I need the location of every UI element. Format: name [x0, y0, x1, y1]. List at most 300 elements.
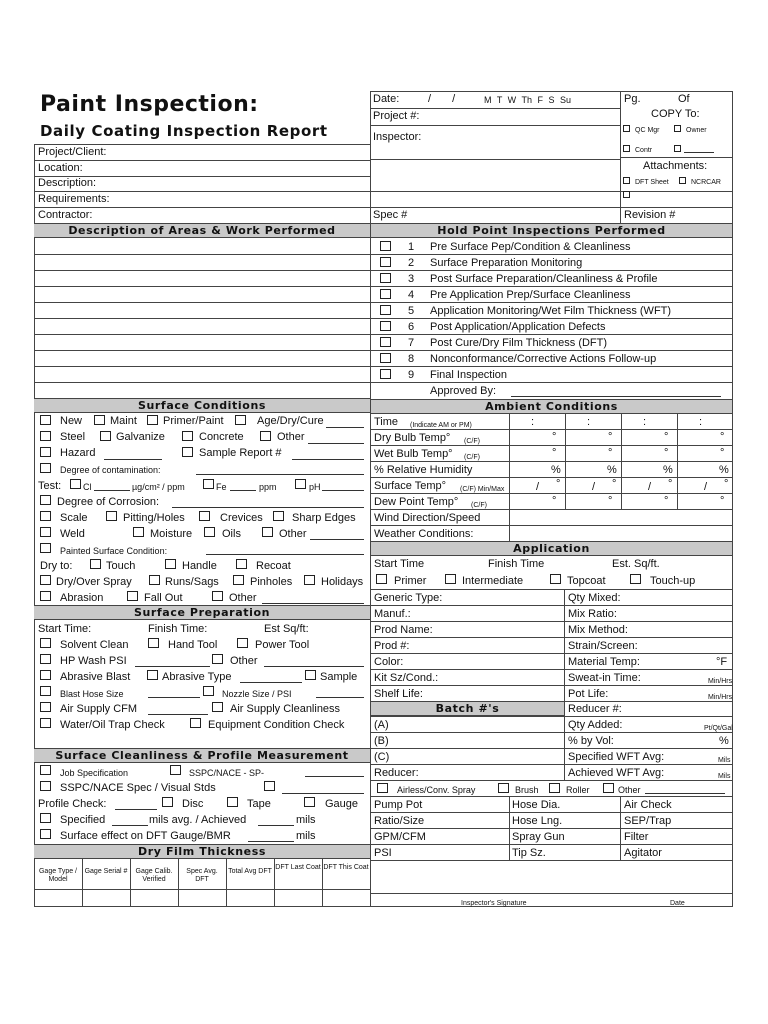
water-oil-trap-checkbox[interactable]: [40, 718, 51, 728]
visual-other-checkbox[interactable]: [264, 781, 275, 791]
dew-point-degree: °: [552, 495, 557, 507]
specified-wft-label: Specified WFT Avg:: [568, 751, 665, 763]
holidays-label: Holidays: [321, 576, 364, 588]
wet-bulb-degree: °: [552, 447, 557, 459]
abrasive-blast-checkbox[interactable]: [40, 670, 51, 680]
kit-size-label: Kit Sz/Cond.:: [374, 672, 439, 684]
dry-overspray-label: Dry/Over Spray: [56, 576, 132, 588]
time-colon: :: [643, 416, 647, 428]
surface-temp-label: Surface Temp°: [374, 480, 447, 492]
job-spec-label: Job Specification: [60, 768, 129, 778]
dry-bulb-label: Dry Bulb Temp°: [374, 432, 451, 444]
hold-point-number: 7: [408, 337, 415, 349]
other-prep-checkbox[interactable]: [212, 654, 223, 664]
dft-column-header: Spec Avg. DFT: [186, 868, 218, 883]
date-separators: / /: [428, 93, 456, 105]
abrasive-blast-label: Abrasive Blast: [60, 671, 131, 683]
cl-checkbox[interactable]: [70, 479, 81, 489]
hold-point-label: Surface Preparation Monitoring: [430, 257, 583, 269]
job-spec-checkbox[interactable]: [40, 765, 51, 775]
weather-label: Weather Conditions:: [374, 528, 474, 540]
qty-added-unit: Pt/Qt/Gal: [704, 725, 733, 732]
nozzle-size-label: Nozzle Size / PSI: [222, 689, 292, 699]
touch-up-label: Touch-up: [650, 575, 696, 587]
filter-label: Filter: [624, 831, 649, 843]
wind-label: Wind Direction/Speed: [374, 512, 481, 524]
topcoat-checkbox[interactable]: [550, 574, 561, 584]
prod-number-label: Prod #:: [374, 640, 410, 652]
abrasive-type-checkbox[interactable]: [147, 670, 158, 680]
abrasion-checkbox[interactable]: [40, 591, 51, 601]
roller-checkbox[interactable]: [549, 783, 560, 793]
hold-point-checkbox[interactable]: [380, 273, 391, 283]
page-title: Paint Inspection:: [40, 92, 259, 117]
surface-prep-heading: Surface Preparation: [34, 605, 370, 620]
other-prep-label: Other: [230, 655, 258, 667]
solvent-clean-label: Solvent Clean: [60, 639, 129, 651]
cl-label: Cl: [83, 482, 92, 492]
mix-ratio-label: Mix Ratio:: [568, 608, 617, 620]
ph-checkbox[interactable]: [295, 479, 306, 489]
sweat-in-label: Sweat-in Time:: [568, 672, 641, 684]
dft-heading: Dry Film Thickness: [34, 844, 370, 859]
copy-owner-checkbox[interactable]: [674, 125, 681, 132]
wet-bulb-label: Wet Bulb Temp°: [374, 448, 453, 460]
hand-tool-label: Hand Tool: [168, 639, 218, 651]
air-supply-clean-label: Air Supply Cleanliness: [230, 703, 341, 715]
hold-point-number: 4: [408, 289, 415, 301]
hold-point-checkbox[interactable]: [380, 369, 391, 379]
surface-temp-degree: °: [668, 478, 673, 490]
surface-temp-degree: °: [556, 478, 561, 490]
dft-column-header: Gage Serial #: [84, 868, 128, 875]
hold-point-checkbox[interactable]: [380, 257, 391, 267]
prep-finish-time-label: Finish Time:: [148, 623, 208, 635]
equip-condition-label: Equipment Condition Check: [208, 719, 345, 731]
surface-temp-unit: (C/F) Min/Max: [460, 486, 505, 493]
recoat-checkbox[interactable]: [236, 559, 247, 569]
hold-point-number: 6: [408, 321, 415, 333]
ph-label: pH: [309, 482, 321, 492]
dry-bulb-degree: °: [720, 431, 725, 443]
tape-checkbox[interactable]: [227, 797, 238, 807]
surface-temp-degree: °: [724, 478, 729, 490]
dry-bulb-degree: °: [608, 431, 613, 443]
spec-label: Spec #: [373, 209, 408, 221]
specified-checkbox[interactable]: [40, 813, 51, 823]
oils-checkbox[interactable]: [204, 527, 215, 537]
painted-surface-checkbox[interactable]: [40, 543, 51, 553]
air-supply-cfm-checkbox[interactable]: [40, 702, 51, 712]
spray-gun-label: Spray Gun: [512, 831, 565, 843]
hold-point-item[interactable]: [370, 303, 732, 319]
surface-effect-label: Surface effect on DFT Gauge/BMR: [60, 830, 231, 842]
sspc-visual-checkbox[interactable]: [40, 781, 51, 791]
galvanize-checkbox[interactable]: [100, 431, 111, 441]
prep-start-time-label: Start Time:: [38, 623, 92, 635]
hold-point-label: Post Surface Preparation/Cleanliness & Profile: [430, 273, 658, 285]
rh-percent: %: [551, 464, 561, 476]
hold-point-label: Post Application/Application Defects: [430, 321, 606, 333]
touch-checkbox[interactable]: [90, 559, 101, 569]
weekday-options[interactable]: M T W Th F S Su: [484, 95, 572, 105]
specified-label: Specified: [60, 814, 106, 826]
hold-point-item[interactable]: [370, 271, 732, 287]
dry-overspray-checkbox[interactable]: [40, 575, 51, 585]
airless-checkbox[interactable]: [377, 783, 388, 793]
qty-added-label: Qty Added:: [568, 719, 623, 731]
page-label: Pg.: [624, 93, 641, 105]
hold-point-item[interactable]: [370, 255, 732, 271]
surface-temp-slash: /: [592, 481, 596, 493]
maint-checkbox[interactable]: [94, 415, 105, 425]
other-surface-label: Other: [277, 431, 305, 443]
weld-checkbox[interactable]: [40, 527, 51, 537]
deg-f-label: °F: [716, 656, 728, 668]
other-defect-checkbox[interactable]: [262, 527, 273, 537]
inspector-label: Inspector:: [373, 131, 422, 143]
concrete-checkbox[interactable]: [182, 431, 193, 441]
copy-other-checkbox[interactable]: [674, 145, 681, 152]
sharp-edges-label: Sharp Edges: [292, 512, 356, 524]
signature-date-label: Date: [670, 900, 685, 907]
blast-hose-label: Blast Hose Size: [60, 689, 124, 699]
wet-bulb-degree: °: [608, 447, 613, 459]
reducer-number-label: Reducer #:: [568, 703, 622, 715]
batch-heading: Batch #'s: [371, 701, 564, 716]
air-supply-clean-checkbox[interactable]: [212, 702, 223, 712]
other-surface-checkbox[interactable]: [260, 431, 271, 441]
pinholes-label: Pinholes: [250, 576, 293, 588]
primer-checkbox[interactable]: [376, 574, 387, 584]
hold-point-number: 1: [408, 241, 415, 253]
hp-wash-label: HP Wash PSI: [60, 655, 127, 667]
prod-name-label: Prod Name:: [374, 624, 433, 636]
power-tool-label: Power Tool: [255, 639, 310, 651]
hold-point-number: 3: [408, 273, 415, 285]
air-supply-cfm-label: Air Supply CFM: [60, 703, 138, 715]
dew-point-degree: °: [664, 495, 669, 507]
generic-type-label: Generic Type:: [374, 592, 443, 604]
degree-corrosion-checkbox[interactable]: [40, 495, 51, 505]
fe-label: Fe: [216, 482, 227, 492]
date-label: Date:: [373, 93, 400, 105]
touch-label: Touch: [106, 560, 136, 572]
hold-point-item[interactable]: [370, 239, 732, 255]
steel-label: Steel: [60, 431, 86, 443]
hold-point-item[interactable]: [370, 335, 732, 351]
scale-checkbox[interactable]: [40, 511, 51, 521]
time-colon: :: [531, 416, 535, 428]
power-tool-checkbox[interactable]: [237, 638, 248, 648]
app-est-sqft-label: Est. Sq/ft.: [612, 558, 660, 570]
ambient-heading: Ambient Conditions: [371, 399, 732, 414]
copy-qc-checkbox[interactable]: [623, 125, 630, 132]
pct-by-vol-unit: %: [719, 735, 729, 747]
runs-sags-checkbox[interactable]: [149, 575, 160, 585]
new-checkbox[interactable]: [40, 415, 51, 425]
attachments-label: Attachments:: [643, 160, 708, 172]
sample-label: Sample: [320, 671, 358, 683]
pct-by-vol-label: % by Vol:: [568, 735, 614, 747]
project-number-label: Project #:: [373, 110, 420, 122]
pitting-label: Pitting/Holes: [123, 512, 185, 524]
steel-checkbox[interactable]: [40, 431, 51, 441]
time-colon: :: [587, 416, 591, 428]
copy-owner-label: Owner: [686, 127, 707, 134]
other-finish-label: Other: [229, 592, 257, 604]
sweat-in-unit: Min/Hrs: [708, 678, 733, 685]
intermediate-label: Intermediate: [462, 575, 524, 587]
dft-column-header: DFT This Coat: [323, 864, 369, 871]
hold-point-checkbox[interactable]: [380, 337, 391, 347]
location-label: Location:: [38, 162, 83, 174]
hold-point-label: Pre Application Prep/Surface Cleanliness: [430, 289, 631, 301]
degree-contamination-label: Degree of contamination:: [60, 465, 161, 475]
hold-point-label: Nonconformance/Corrective Actions Follow-up: [430, 353, 657, 365]
pump-pot-label: Pump Pot: [374, 799, 423, 811]
of-label: Of: [678, 93, 690, 105]
mils-avg-label: mils avg. / Achieved: [149, 814, 247, 826]
hold-point-number: 9: [408, 369, 415, 381]
description-label: Description:: [38, 177, 97, 189]
sharp-edges-checkbox[interactable]: [273, 511, 284, 521]
contractor-label: Contractor:: [38, 209, 93, 221]
other-finish-checkbox[interactable]: [212, 591, 223, 601]
other-defect-label: Other: [279, 528, 307, 540]
handle-label: Handle: [182, 560, 217, 572]
time-note: (Indicate AM or PM): [410, 422, 472, 429]
mils-label: mils: [296, 814, 316, 826]
application-heading: Application: [371, 541, 732, 556]
wet-bulb-degree: °: [664, 447, 669, 459]
dft-column-header: Total Avg DFT: [228, 868, 272, 875]
primer-label: Primer: [394, 575, 427, 587]
hp-wash-checkbox[interactable]: [40, 654, 51, 664]
crevices-checkbox[interactable]: [199, 511, 210, 521]
hold-point-item[interactable]: [370, 287, 732, 303]
sample-report-checkbox[interactable]: [182, 447, 193, 457]
achieved-wft-unit: Mils: [718, 773, 731, 780]
nozzle-size-checkbox[interactable]: [203, 686, 214, 696]
dew-point-label: Dew Point Temp°: [374, 496, 459, 508]
ppm-label: ppm: [259, 482, 277, 492]
time-label: Time: [374, 416, 399, 428]
hold-point-checkbox[interactable]: [380, 305, 391, 315]
hold-point-label: Final Inspection: [430, 369, 508, 381]
ratio-size-label: Ratio/Size: [374, 815, 425, 827]
surface-temp-slash: /: [648, 481, 652, 493]
disc-checkbox[interactable]: [162, 797, 173, 807]
touch-up-checkbox[interactable]: [630, 574, 641, 584]
gauge-checkbox[interactable]: [304, 797, 315, 807]
agitator-label: Agitator: [624, 847, 662, 859]
test-label: Test:: [38, 480, 62, 492]
hold-point-number: 5: [408, 305, 415, 317]
rh-label: % Relative Humidity: [374, 464, 473, 476]
crevices-label: Crevices: [220, 512, 263, 524]
dft-column-header: Gage Type / Model: [38, 868, 77, 883]
copy-to-label: COPY To:: [651, 108, 700, 120]
abrasive-type-label: Abrasive Type: [162, 671, 232, 683]
air-check-label: Air Check: [624, 799, 672, 811]
galvanize-label: Galvanize: [116, 431, 165, 443]
gauge-label: Gauge: [325, 798, 359, 810]
runs-sags-label: Runs/Sags: [165, 576, 219, 588]
hold-point-item[interactable]: [370, 319, 732, 335]
mix-method-label: Mix Method:: [568, 624, 628, 636]
airless-label: Airless/Conv. Spray: [397, 785, 476, 795]
hold-point-checkbox[interactable]: [380, 321, 391, 331]
brush-label: Brush: [515, 785, 539, 795]
surface-temp-slash: /: [536, 481, 540, 493]
manuf-label: Manuf.:: [374, 608, 411, 620]
moisture-label: Moisture: [150, 528, 193, 540]
approved-by-label: Approved By:: [430, 385, 497, 397]
sspc-nace-checkbox[interactable]: [170, 765, 181, 775]
att-other-checkbox[interactable]: [623, 191, 630, 198]
qty-mixed-label: Qty Mixed:: [568, 592, 621, 604]
degree-corrosion-label: Degree of Corrosion:: [57, 496, 160, 508]
hold-point-number: 8: [408, 353, 415, 365]
material-temp-label: Material Temp:: [568, 656, 640, 668]
copy-contr-label: Contr: [635, 147, 653, 154]
hold-point-label: Application Monitoring/Wet Film Thickness (WFT): [430, 305, 672, 317]
att-ncr-label: NCRCAR: [691, 179, 721, 186]
att-ncr-checkbox[interactable]: [679, 177, 686, 184]
description-areas-heading: Description of Areas & Work Performed: [34, 223, 370, 238]
strain-screen-label: Strain/Screen:: [568, 640, 638, 652]
project-client-label: Project/Client:: [38, 146, 107, 158]
app-start-time-label: Start Time: [374, 558, 425, 570]
page-subtitle: Daily Coating Inspection Report: [40, 122, 328, 140]
hold-point-checkbox[interactable]: [380, 241, 391, 251]
hazard-label: Hazard: [60, 447, 96, 459]
fall-out-label: Fall Out: [144, 592, 183, 604]
disc-label: Disc: [182, 798, 204, 810]
primer-paint-checkbox[interactable]: [147, 415, 158, 425]
surface-effect-mils: mils: [296, 830, 316, 842]
dew-point-degree: °: [720, 495, 725, 507]
psi-label: PSI: [374, 847, 392, 859]
recoat-label: Recoat: [256, 560, 291, 572]
gpm-cfm-label: GPM/CFM: [374, 831, 426, 843]
requirements-label: Requirements:: [38, 193, 110, 205]
hold-point-item[interactable]: [370, 367, 732, 383]
dry-bulb-degree: °: [664, 431, 669, 443]
revision-label: Revision #: [624, 209, 676, 221]
hold-point-number: 2: [408, 257, 415, 269]
intermediate-checkbox[interactable]: [445, 574, 456, 584]
age-dry-cure-label: Age/Dry/Cure: [257, 415, 324, 427]
moisture-checkbox[interactable]: [133, 527, 144, 537]
maint-label: Maint: [110, 415, 137, 427]
sample-report-label: Sample Report #: [199, 447, 282, 459]
rh-percent: %: [663, 464, 673, 476]
solvent-clean-checkbox[interactable]: [40, 638, 51, 648]
hold-point-item[interactable]: [370, 351, 732, 367]
sample-checkbox[interactable]: [305, 670, 316, 680]
equip-condition-checkbox[interactable]: [190, 718, 201, 728]
color-label: Color:: [374, 656, 404, 668]
scale-label: Scale: [60, 512, 88, 524]
brush-checkbox[interactable]: [498, 783, 509, 793]
sspc-visual-label: SSPC/NACE Spec / Visual Stds: [60, 782, 216, 794]
hand-tool-checkbox[interactable]: [148, 638, 159, 648]
pot-life-unit: Min/Hrs: [708, 694, 733, 701]
sspc-nace-label: SSPC/NACE - SP-: [189, 768, 265, 778]
copy-contr-checkbox[interactable]: [623, 145, 630, 152]
dry-to-label: Dry to:: [40, 560, 73, 572]
pitting-checkbox[interactable]: [106, 511, 117, 521]
surface-conditions-heading: Surface Conditions: [34, 398, 370, 413]
other-method-label: Other: [618, 785, 641, 795]
concrete-label: Concrete: [199, 431, 244, 443]
new-label: New: [60, 415, 83, 427]
achieved-wft-label: Achieved WFT Avg:: [568, 767, 665, 779]
tape-label: Tape: [247, 798, 271, 810]
wet-bulb-unit: (C/F): [464, 454, 480, 461]
weld-label: Weld: [60, 528, 85, 540]
roller-label: Roller: [566, 785, 590, 795]
hold-point-checkbox[interactable]: [380, 353, 391, 363]
surface-effect-checkbox[interactable]: [40, 829, 51, 839]
oils-label: Oils: [222, 528, 241, 540]
att-dft-checkbox[interactable]: [623, 177, 630, 184]
abrasion-label: Abrasion: [60, 592, 104, 604]
hold-points-heading: Hold Point Inspections Performed: [371, 223, 732, 238]
wet-bulb-degree: °: [720, 447, 725, 459]
hold-point-label: Pre Surface Pep/Condition & Cleanliness: [430, 241, 631, 253]
age-dry-cure-checkbox[interactable]: [235, 415, 246, 425]
fall-out-checkbox[interactable]: [127, 591, 138, 601]
specified-wft-unit: Mils: [718, 757, 731, 764]
primer-paint-label: Primer/Paint: [163, 415, 224, 427]
other-method-checkbox[interactable]: [603, 783, 614, 793]
copy-qc-label: QC Mgr: [635, 127, 660, 134]
fe-checkbox[interactable]: [203, 479, 214, 489]
handle-checkbox[interactable]: [165, 559, 176, 569]
surface-temp-slash: /: [704, 481, 708, 493]
batch-b-label: (B): [374, 735, 389, 747]
hold-point-checkbox[interactable]: [380, 289, 391, 299]
surface-temp-degree: °: [612, 478, 617, 490]
app-finish-time-label: Finish Time: [488, 558, 545, 570]
reducer-label: Reducer:: [374, 767, 419, 779]
ugcm2-label: µg/cm² / ppm: [132, 482, 185, 492]
blast-hose-checkbox[interactable]: [40, 686, 51, 696]
rh-percent: %: [607, 464, 617, 476]
hazard-checkbox[interactable]: [40, 447, 51, 457]
degree-contamination-checkbox[interactable]: [40, 463, 51, 473]
holidays-checkbox[interactable]: [304, 575, 315, 585]
prep-est-sqft-label: Est Sq/ft:: [264, 623, 309, 635]
painted-surface-label: Painted Surface Condition:: [60, 546, 168, 556]
pot-life-label: Pot Life:: [568, 688, 609, 700]
batch-a-label: (A): [374, 719, 389, 731]
cleanliness-heading: Surface Cleanliness & Profile Measurement: [34, 748, 370, 763]
water-oil-trap-label: Water/Oil Trap Check: [60, 719, 165, 731]
topcoat-label: Topcoat: [567, 575, 606, 587]
batch-c-label: (C): [374, 751, 390, 763]
hose-dia-label: Hose Dia.: [512, 799, 561, 811]
profile-check-label: Profile Check:: [38, 798, 107, 810]
hose-lng-label: Hose Lng.: [512, 815, 563, 827]
dew-point-unit: (C/F): [471, 502, 487, 509]
dft-column-header: DFT Last Coat: [275, 864, 321, 871]
dry-bulb-unit: (C/F): [464, 438, 480, 445]
pinholes-checkbox[interactable]: [233, 575, 244, 585]
